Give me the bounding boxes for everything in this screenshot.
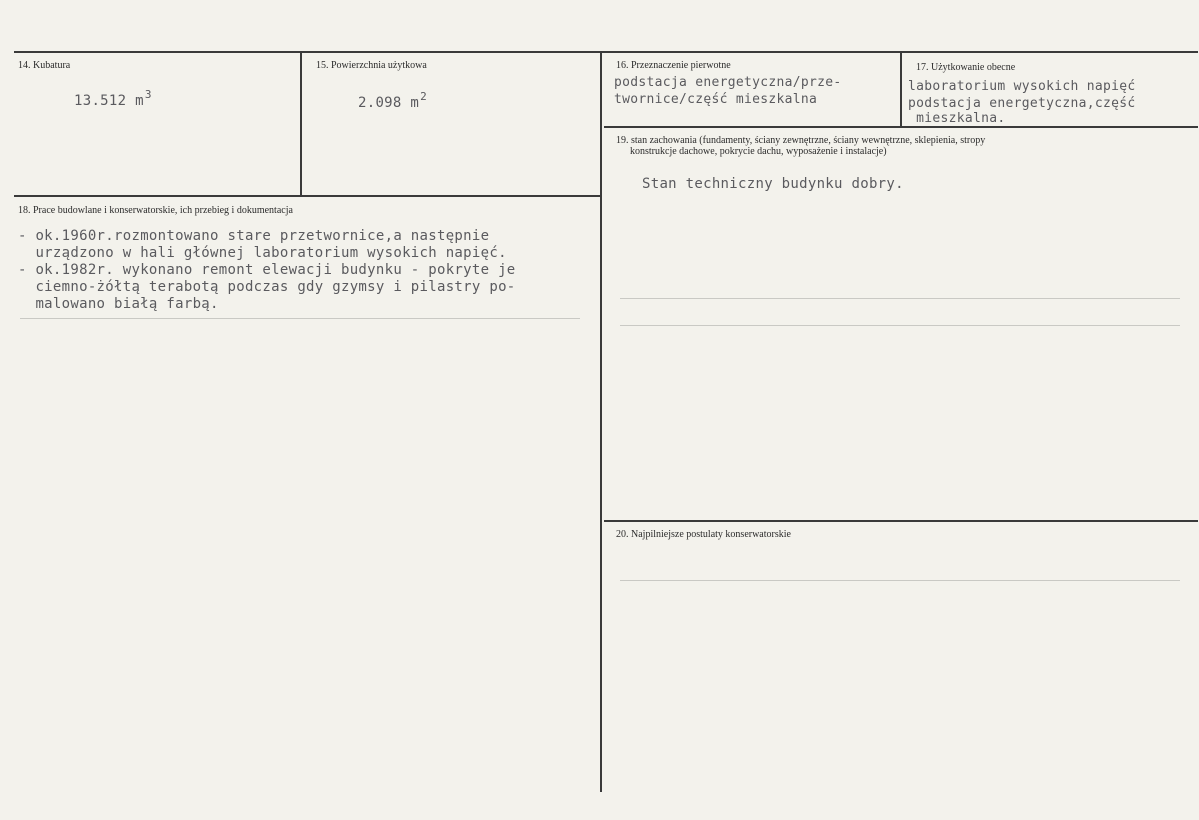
divider-14-15 bbox=[300, 52, 302, 196]
divider-16-17 bbox=[900, 52, 902, 127]
original-purpose-line-2: twornice/część mieszkalna bbox=[614, 92, 818, 107]
center-divider bbox=[600, 52, 602, 792]
show-through-mark bbox=[620, 298, 1180, 299]
show-through-mark bbox=[20, 318, 580, 319]
works-line-1: - ok.1960r.rozmontowano stare przetwornice,a następnie bbox=[18, 228, 490, 244]
top-rule bbox=[14, 51, 1198, 53]
show-through-mark bbox=[620, 580, 1180, 581]
condition-value: Stan techniczny budynku dobry. bbox=[642, 176, 904, 192]
current-use-line-2: podstacja energetyczna,część bbox=[908, 96, 1136, 111]
field-20-label: 20. Najpilniejsze postulaty konserwatorskie bbox=[616, 529, 791, 540]
field-19-label-line-2: konstrukcje dachowe, pokrycie dachu, wyposażenie i instalacje) bbox=[630, 146, 887, 157]
cubature-value: 13.512 m bbox=[74, 93, 144, 109]
field-17-label: 17. Użytkowanie obecne bbox=[916, 62, 1016, 73]
current-use-line-1: laboratorium wysokich napięć bbox=[908, 79, 1136, 94]
field-16-label: 16. Przeznaczenie pierwotne bbox=[616, 60, 731, 71]
area-unit-exponent: 2 bbox=[420, 90, 428, 103]
current-use-line-3: mieszkalna. bbox=[908, 111, 1006, 126]
rule-under-14-15 bbox=[14, 195, 602, 197]
rule-above-20 bbox=[604, 520, 1198, 522]
field-14-value bbox=[74, 86, 152, 110]
field-14-label: 14. Kubatura bbox=[18, 60, 71, 71]
field-19-label-line-1: 19. stan zachowania (fundamenty, ściany zewnętrzne, ściany wewnętrzne, sklepienia, stropy bbox=[616, 135, 986, 146]
field-15-value bbox=[358, 88, 427, 112]
field-15-label: 15. Powierzchnia użytkowa bbox=[316, 60, 427, 71]
works-line-2: urządzono w hali głównej laboratorium wysokich napięć. bbox=[18, 245, 507, 261]
field-18-label: 18. Prace budowlane i konserwatorskie, ich przebieg i dokumentacja bbox=[18, 205, 293, 216]
show-through-mark bbox=[620, 325, 1180, 326]
works-line-4: ciemno-żółtą terabotą podczas gdy gzymsy i pilastry po- bbox=[18, 279, 516, 295]
cubature-unit-exponent: 3 bbox=[144, 88, 152, 101]
original-purpose-line-1: podstacja energetyczna/prze- bbox=[614, 75, 842, 90]
works-line-5: malowano białą farbą. bbox=[18, 296, 219, 312]
works-line-3: - ok.1982r. wykonano remont elewacji budynku - pokryte je bbox=[18, 262, 516, 278]
usable-area-value: 2.098 m bbox=[358, 95, 420, 111]
